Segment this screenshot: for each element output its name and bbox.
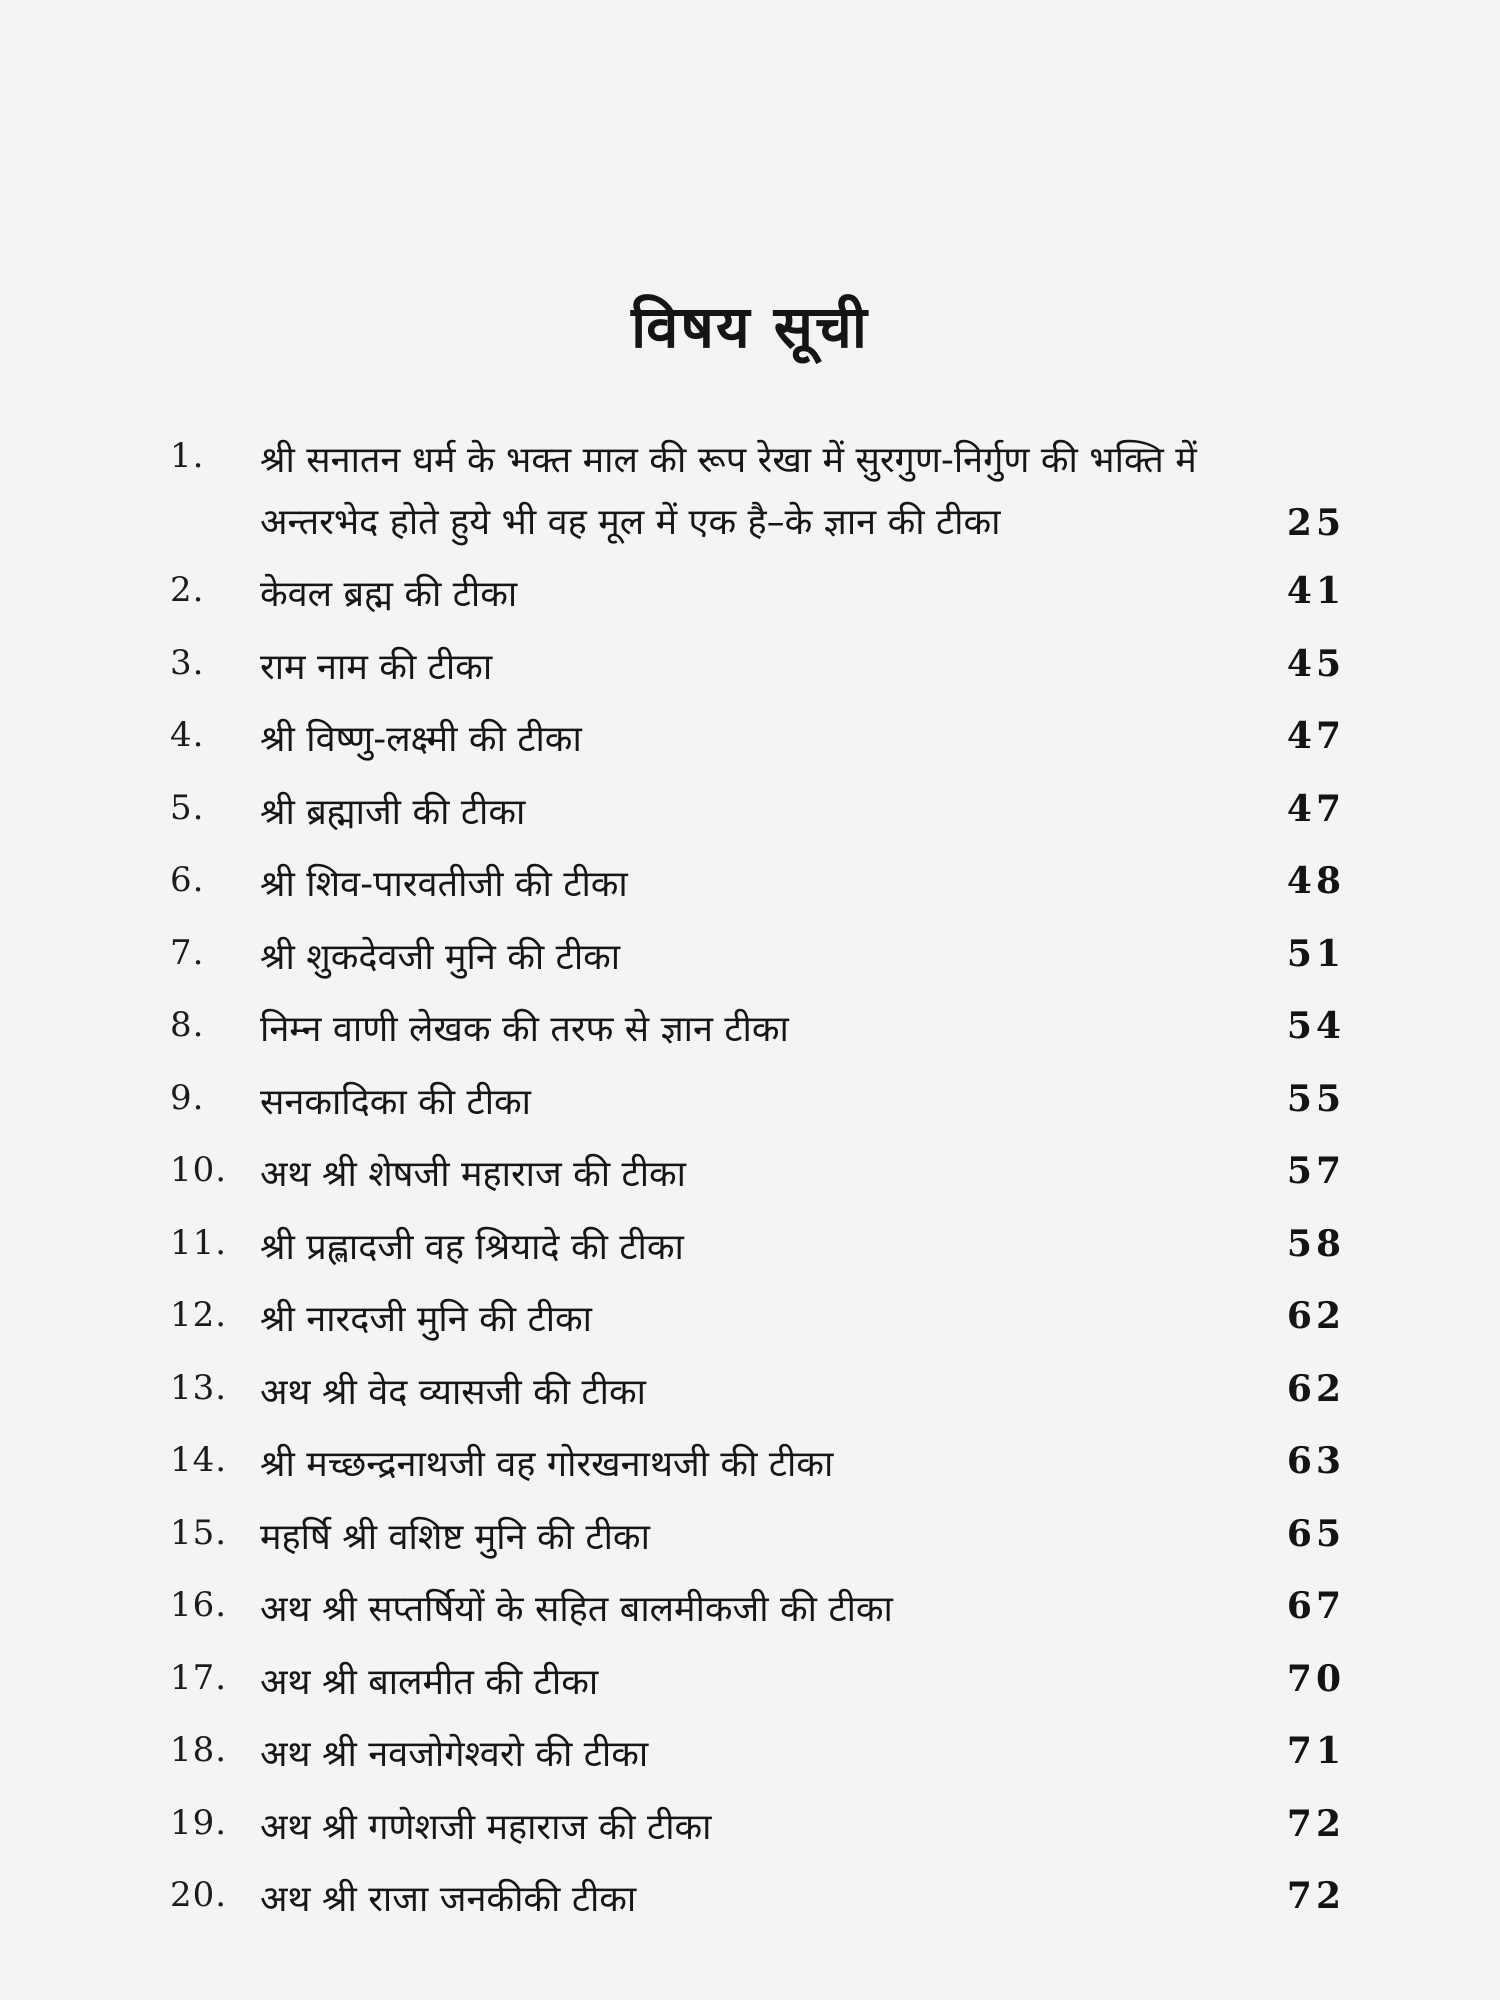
entry-page-number: 48 — [1286, 860, 1345, 902]
toc-entry — [170, 1724, 1345, 1797]
entry-page-number: 47 — [1286, 715, 1345, 757]
entry-number: 18. — [170, 1730, 228, 1770]
toc-entry — [170, 1072, 1345, 1145]
entry-title: श्री प्रह्लादजी वह श्रियादे की टीका — [260, 1226, 684, 1268]
entry-title: केवल ब्रह्म की टीका — [260, 574, 518, 615]
entry-page-number: 58 — [1286, 1222, 1345, 1265]
entry-page-number: 71 — [1286, 1730, 1345, 1772]
page-title: विषय सूची — [631, 293, 869, 361]
toc-entry — [170, 430, 1345, 564]
entry-page-number: 55 — [1286, 1077, 1345, 1120]
entry-title: अथ श्री गणेशजी महाराज की टीका — [260, 1806, 712, 1848]
toc-entry — [170, 1797, 1345, 1870]
entry-page-number: 63 — [1286, 1440, 1345, 1482]
entry-number: 1. — [170, 436, 205, 476]
toc-entry — [170, 1434, 1345, 1507]
entry-number: 13. — [170, 1367, 228, 1408]
entry-title: अथ श्री वेद व्यासजी की टीका — [260, 1371, 646, 1413]
entry-number: 5. — [170, 787, 205, 828]
entry-title: श्री ब्रह्माजी की टीका — [260, 791, 526, 833]
entry-number: 17. — [170, 1657, 228, 1698]
toc-entry — [170, 999, 1345, 1072]
entry-page-number: 57 — [1286, 1150, 1345, 1192]
toc-entry — [170, 1507, 1345, 1580]
toc-entry — [170, 1869, 1345, 1942]
entry-title: अथ श्री सप्तर्षियों के सहित बालमीकजी की टीका — [260, 1589, 893, 1630]
entry-number: 4. — [170, 715, 205, 755]
entry-number: 9. — [170, 1077, 205, 1118]
toc-entry — [170, 564, 1345, 637]
entry-title: सनकादिका की टीका — [260, 1081, 531, 1123]
entry-number: 8. — [170, 1005, 205, 1045]
toc-entry — [170, 927, 1345, 1000]
entry-title: अथ श्री बालमीत की टीका — [260, 1661, 599, 1703]
entry-page-number: 70 — [1286, 1657, 1345, 1700]
entry-page-number: 25 — [1286, 502, 1345, 544]
entry-number: 6. — [170, 860, 205, 900]
entry-number: 10. — [170, 1150, 228, 1190]
table-of-contents — [170, 430, 1345, 1942]
toc-entry — [170, 854, 1345, 927]
entry-title: श्री नारदजी मुनि की टीका — [260, 1299, 593, 1340]
entry-page-number: 67 — [1286, 1585, 1345, 1627]
entry-title: अथ श्री राजा जनकीकी टीका — [260, 1879, 637, 1920]
entry-page-number: 41 — [1286, 570, 1345, 612]
entry-number: 14. — [170, 1440, 228, 1480]
toc-entry — [170, 1652, 1345, 1725]
entry-page-number: 45 — [1286, 642, 1345, 685]
entry-number: 19. — [170, 1802, 228, 1843]
entry-title: श्री शुकदेवजी मुनि की टीका — [260, 936, 621, 978]
entry-page-number: 62 — [1286, 1295, 1345, 1337]
entry-title: महर्षि श्री वशिष्ट मुनि की टीका — [260, 1516, 650, 1558]
entry-page-number: 62 — [1286, 1367, 1345, 1410]
entry-page-number: 47 — [1286, 787, 1345, 830]
toc-entry — [170, 1579, 1345, 1652]
entry-page-number: 51 — [1286, 932, 1345, 975]
entry-title: अथ श्री शेषजी महाराज की टीका — [260, 1154, 687, 1195]
toc-entry — [170, 1217, 1345, 1290]
entry-title: श्री मच्छन्द्रनाथजी वह गोरखनाथजी की टीका — [260, 1444, 834, 1485]
entry-page-number: 72 — [1286, 1802, 1345, 1845]
entry-number: 15. — [170, 1512, 228, 1553]
entry-title: श्री शिव-पारवतीजी की टीका — [260, 864, 628, 905]
entry-number: 20. — [170, 1875, 228, 1915]
entry-title: राम नाम की टीका — [260, 646, 493, 688]
toc-entry — [170, 1289, 1345, 1362]
entry-title: निम्न वाणी लेखक की तरफ से ज्ञान टीका — [260, 1009, 789, 1050]
toc-entry — [170, 1144, 1345, 1217]
entry-page-number: 72 — [1286, 1875, 1345, 1917]
toc-entry — [170, 1362, 1345, 1435]
entry-title: अथ श्री नवजोगेश्वरो की टीका — [260, 1734, 649, 1775]
entry-number: 11. — [170, 1222, 228, 1263]
entry-number: 12. — [170, 1295, 228, 1335]
entry-page-number: 54 — [1286, 1005, 1345, 1047]
entry-number: 16. — [170, 1585, 228, 1625]
toc-entry — [170, 782, 1345, 855]
entry-page-number: 65 — [1286, 1512, 1345, 1555]
entry-number: 3. — [170, 642, 205, 683]
toc-entry — [170, 709, 1345, 782]
entry-title: श्री विष्णु-लक्ष्मी की टीका — [260, 719, 582, 760]
toc-entry — [170, 637, 1345, 710]
entry-number: 7. — [170, 932, 205, 973]
entry-number: 2. — [170, 570, 205, 610]
entry-title: श्री सनातन धर्म के भक्त माल की रूप रेखा में सुरगुण-निर्गुण की भक्ति में अन्तरभेद होते हुये भी वह मूल में एक है–के ज्ञान की टीका — [260, 440, 1197, 543]
